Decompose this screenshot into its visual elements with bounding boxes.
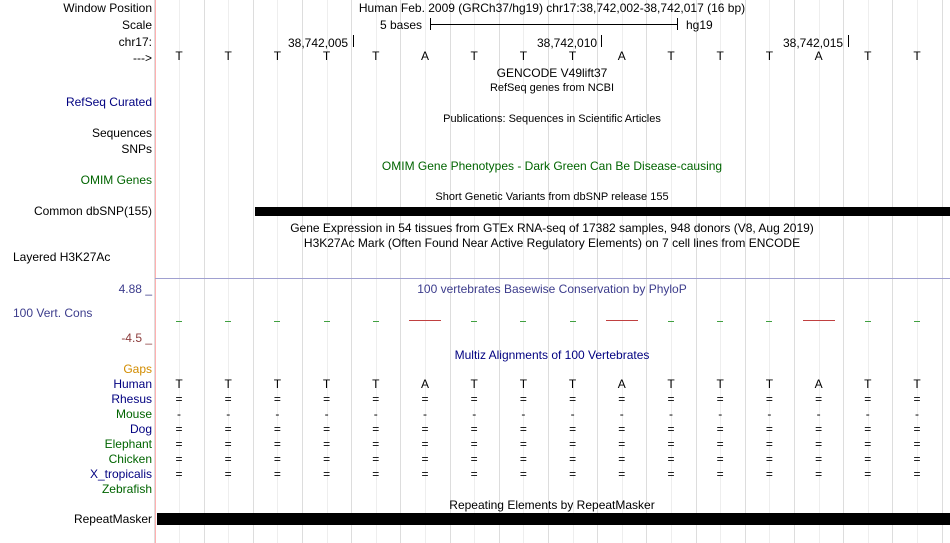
- phylop-mark: [914, 321, 920, 322]
- alignment-cell: =: [569, 467, 577, 481]
- alignment-cell: =: [323, 437, 331, 451]
- base-letter: T: [568, 49, 577, 63]
- track-label-dbsnp[interactable]: Common dbSNP(155): [33, 204, 152, 218]
- alignment-cell: T: [470, 377, 478, 391]
- alignment-cell: T: [765, 377, 774, 391]
- grid-line: [400, 0, 401, 543]
- alignment-cell: =: [815, 467, 823, 481]
- alignment-cell: -: [816, 407, 821, 421]
- alignment-cell: =: [273, 467, 281, 481]
- phylop-mark: [471, 321, 477, 322]
- species-label: Rhesus: [111, 392, 152, 406]
- track-label-refseq[interactable]: RefSeq Curated: [65, 95, 152, 109]
- alignment-cell: =: [667, 452, 675, 466]
- alignment-cell: =: [421, 422, 429, 436]
- base-letter: T: [519, 49, 528, 63]
- grid-line: [351, 0, 352, 543]
- alignment-cell: =: [815, 437, 823, 451]
- base-letter: A: [617, 49, 626, 63]
- grid-line: [450, 0, 451, 543]
- alignment-cell: =: [569, 392, 577, 406]
- alignment-cell: =: [519, 422, 527, 436]
- multiz-caption[interactable]: Multiz Alignments of 100 Vertebrates: [454, 348, 650, 362]
- alignment-cell: -: [915, 407, 919, 421]
- track-label-column: [0, 0, 155, 543]
- omim-caption[interactable]: OMIM Gene Phenotypes - Dark Green Can Be Disease-causing: [381, 159, 723, 173]
- alignment-cell: =: [519, 467, 527, 481]
- track-label-phylop[interactable]: 100 Vert. Cons: [13, 306, 93, 320]
- scale-bar: [430, 24, 678, 25]
- alignment-cell: =: [765, 422, 773, 436]
- grid-line: [302, 0, 303, 543]
- phylop-mark: [409, 320, 441, 321]
- phylop-mark: [570, 321, 576, 322]
- alignment-cell: -: [767, 407, 772, 421]
- alignment-cell: =: [913, 452, 921, 466]
- alignment-cell: =: [913, 467, 921, 481]
- grid-line: [892, 0, 893, 543]
- repeatmasker-caption[interactable]: Repeating Elements by RepeatMasker: [449, 498, 655, 512]
- alignment-cell: =: [864, 392, 872, 406]
- alignment-cell: =: [765, 467, 773, 481]
- alignment-cell: -: [570, 407, 575, 421]
- alignment-cell: -: [718, 407, 723, 421]
- phylop-mark: [668, 321, 674, 322]
- phylop-mark: [717, 321, 723, 322]
- alignment-cell: =: [716, 452, 724, 466]
- alignment-cell: T: [519, 377, 528, 391]
- phylop-max-label: 4.88 _: [118, 282, 152, 296]
- phylop-mark: [865, 321, 871, 322]
- base-letter: A: [420, 49, 429, 63]
- alignment-cell: =: [716, 392, 724, 406]
- alignment-cell: =: [470, 422, 478, 436]
- species-label: Zebrafish: [101, 482, 152, 496]
- alignment-cell: T: [273, 377, 282, 391]
- alignment-cell: =: [667, 392, 675, 406]
- alignment-cell: A: [617, 377, 626, 391]
- base-letter: A: [814, 49, 823, 63]
- alignment-cell: =: [667, 437, 675, 451]
- base-letter: T: [716, 49, 724, 63]
- dbsnp-feature-bar[interactable]: [255, 207, 950, 216]
- alignment-cell: =: [864, 467, 872, 481]
- alignment-cell: =: [470, 467, 478, 481]
- phylop-mark: [225, 321, 231, 322]
- window-position-label: Window Position: [63, 1, 152, 15]
- alignment-cell: =: [815, 422, 823, 436]
- alignment-cell: T: [913, 377, 921, 391]
- gtex-caption[interactable]: Gene Expression in 54 tissues from GTEx RNA-seq of 17382 samples, 948 donors (V8, Aug 2019): [290, 221, 814, 235]
- track-label-snps[interactable]: SNPs: [121, 142, 152, 156]
- phylop-mark: [176, 321, 182, 322]
- alignment-cell: =: [815, 392, 823, 406]
- alignment-cell: -: [324, 407, 329, 421]
- alignment-cell: =: [421, 437, 429, 451]
- alignment-cell: =: [913, 422, 921, 436]
- alignment-cell: =: [519, 437, 527, 451]
- alignment-cell: =: [519, 392, 527, 406]
- species-label: Chicken: [108, 452, 152, 466]
- alignment-cell: =: [323, 392, 331, 406]
- alignment-cell: =: [618, 437, 626, 451]
- label-separator: [155, 0, 156, 543]
- alignment-cell: =: [765, 437, 773, 451]
- alignment-cell: =: [864, 422, 872, 436]
- base-letter: T: [224, 49, 232, 63]
- alignment-cell: =: [765, 452, 773, 466]
- alignment-cell: =: [618, 392, 626, 406]
- alignment-cell: =: [175, 422, 183, 436]
- alignment-cell: =: [864, 452, 872, 466]
- alignment-cell: =: [273, 452, 281, 466]
- phylop-mark: [766, 321, 772, 322]
- grid-line: [204, 0, 205, 543]
- phylop-mark: [803, 320, 835, 321]
- coord-label: 38,742,015: [783, 36, 844, 50]
- alignment-cell: -: [521, 407, 526, 421]
- alignment-cell: -: [226, 407, 231, 421]
- repeatmasker-feature-bar[interactable]: [157, 513, 950, 525]
- grid-line: [646, 0, 647, 543]
- base-letter: T: [372, 49, 380, 63]
- alignment-cell: =: [323, 467, 331, 481]
- alignment-cell: =: [716, 422, 724, 436]
- track-label-omim[interactable]: OMIM Genes: [80, 173, 152, 187]
- species-label: Mouse: [115, 407, 152, 421]
- refseq-caption[interactable]: RefSeq genes from NCBI: [489, 82, 615, 94]
- alignment-cell: =: [372, 467, 380, 481]
- alignment-cell: =: [323, 422, 331, 436]
- base-letter: T: [667, 49, 675, 63]
- alignment-cell: =: [224, 422, 232, 436]
- phylop-mark: [606, 320, 638, 321]
- base-letter: T: [864, 49, 872, 63]
- grid-line: [942, 0, 943, 543]
- alignment-cell: -: [275, 407, 280, 421]
- coord-tick: [601, 35, 602, 47]
- alignment-cell: T: [372, 377, 380, 391]
- alignment-cell: =: [372, 452, 380, 466]
- alignment-cell: =: [273, 422, 281, 436]
- phylop-caption[interactable]: 100 vertebrates Basewise Conservation by PhyloP: [417, 282, 687, 296]
- alignment-cell: T: [322, 377, 331, 391]
- alignment-cell: =: [716, 437, 724, 451]
- alignment-cell: =: [519, 452, 527, 466]
- base-letter: T: [913, 49, 921, 63]
- alignment-cell: =: [569, 452, 577, 466]
- alignment-cell: -: [177, 407, 181, 421]
- h3k27ac-caption[interactable]: H3K27Ac Mark (Often Found Near Active Regulatory Elements) on 7 cell lines from ENCODE: [303, 236, 801, 250]
- alignment-cell: =: [372, 437, 380, 451]
- coord-label: 38,742,005: [288, 36, 349, 50]
- alignment-cell: =: [273, 437, 281, 451]
- scale-bar-end: [677, 18, 678, 30]
- alignment-cell: -: [423, 407, 427, 421]
- alignment-cell: T: [716, 377, 724, 391]
- alignment-cell: =: [470, 437, 478, 451]
- alignment-cell: =: [175, 437, 183, 451]
- base-letter: T: [273, 49, 282, 63]
- coord-tick: [353, 35, 354, 47]
- scale-label: Scale: [121, 18, 152, 32]
- alignment-cell: =: [175, 392, 183, 406]
- alignment-cell: =: [421, 392, 429, 406]
- track-label-gaps: Gaps: [123, 362, 152, 376]
- alignment-cell: =: [175, 467, 183, 481]
- alignment-cell: -: [373, 407, 378, 421]
- alignment-cell: =: [224, 467, 232, 481]
- phylop-mark: [520, 321, 526, 322]
- alignment-cell: =: [372, 392, 380, 406]
- phylop-mark: [324, 321, 330, 322]
- alignment-cell: =: [372, 422, 380, 436]
- coord-tick: [848, 35, 849, 47]
- alignment-cell: -: [669, 407, 673, 421]
- chrom-label: chr17:: [118, 35, 152, 49]
- alignment-cell: A: [420, 377, 429, 391]
- window-position-value: Human Feb. 2009 (GRCh37/hg19) chr17:38,742,002-38,742,017 (16 bp): [358, 1, 746, 15]
- alignment-cell: =: [175, 452, 183, 466]
- scale-text: 5 bases: [380, 18, 423, 32]
- alignment-cell: =: [667, 422, 675, 436]
- alignment-cell: =: [667, 467, 675, 481]
- coord-label: 38,742,010: [537, 36, 598, 50]
- alignment-cell: =: [618, 422, 626, 436]
- base-letter: T: [765, 49, 774, 63]
- scale-assembly: hg19: [686, 18, 713, 32]
- alignment-cell: =: [913, 392, 921, 406]
- alignment-cell: =: [470, 392, 478, 406]
- alignment-cell: =: [913, 437, 921, 451]
- alignment-cell: =: [765, 392, 773, 406]
- alignment-cell: =: [323, 452, 331, 466]
- strand-label[interactable]: --->: [133, 51, 152, 65]
- grid-line: [696, 0, 697, 543]
- alignment-cell: -: [865, 407, 870, 421]
- alignment-cell: T: [864, 377, 872, 391]
- species-label: Dog: [129, 422, 152, 436]
- alignment-cell: =: [273, 392, 281, 406]
- alignment-cell: -: [619, 407, 624, 421]
- alignment-cell: =: [569, 422, 577, 436]
- alignment-cell: =: [224, 392, 232, 406]
- alignment-cell: T: [568, 377, 577, 391]
- publications-caption[interactable]: Publications: Sequences in Scientific Articles: [443, 113, 661, 125]
- alignment-cell: =: [421, 452, 429, 466]
- grid-line: [843, 0, 844, 543]
- species-label: Human: [113, 377, 152, 391]
- phylop-mark: [274, 321, 280, 322]
- species-label: Elephant: [104, 437, 152, 451]
- base-letter: T: [322, 49, 331, 63]
- alignment-cell: =: [815, 452, 823, 466]
- base-letter: T: [470, 49, 478, 63]
- alignment-cell: A: [814, 377, 823, 391]
- alignment-cell: =: [716, 467, 724, 481]
- alignment-cell: T: [175, 377, 183, 391]
- grid-line: [253, 0, 254, 543]
- phylop-min-label: -4.5 _: [121, 331, 152, 345]
- track-label-repeatmasker[interactable]: RepeatMasker: [73, 512, 152, 526]
- alignment-cell: =: [224, 452, 232, 466]
- track-label-sequences[interactable]: Sequences: [91, 126, 152, 140]
- grid-line: [794, 0, 795, 543]
- species-label: X_tropicalis: [89, 467, 152, 481]
- alignment-cell: =: [569, 437, 577, 451]
- alignment-cell: T: [667, 377, 675, 391]
- gencode-title[interactable]: GENCODE V49lift37: [496, 66, 608, 80]
- alignment-cell: T: [224, 377, 232, 391]
- alignment-cell: =: [421, 467, 429, 481]
- scale-bar-start: [430, 18, 431, 30]
- phylop-top-line: [155, 278, 950, 279]
- alignment-cell: =: [618, 452, 626, 466]
- phylop-mark: [373, 321, 379, 322]
- alignment-cell: =: [224, 437, 232, 451]
- dbsnp-caption[interactable]: Short Genetic Variants from dbSNP release 155: [435, 191, 669, 203]
- alignment-cell: =: [864, 437, 872, 451]
- track-label-h3k27ac[interactable]: Layered H3K27Ac: [13, 250, 111, 264]
- alignment-cell: -: [472, 407, 477, 421]
- alignment-cell: =: [470, 452, 478, 466]
- alignment-cell: =: [618, 467, 626, 481]
- grid-line: [745, 0, 746, 543]
- base-letter: T: [175, 49, 183, 63]
